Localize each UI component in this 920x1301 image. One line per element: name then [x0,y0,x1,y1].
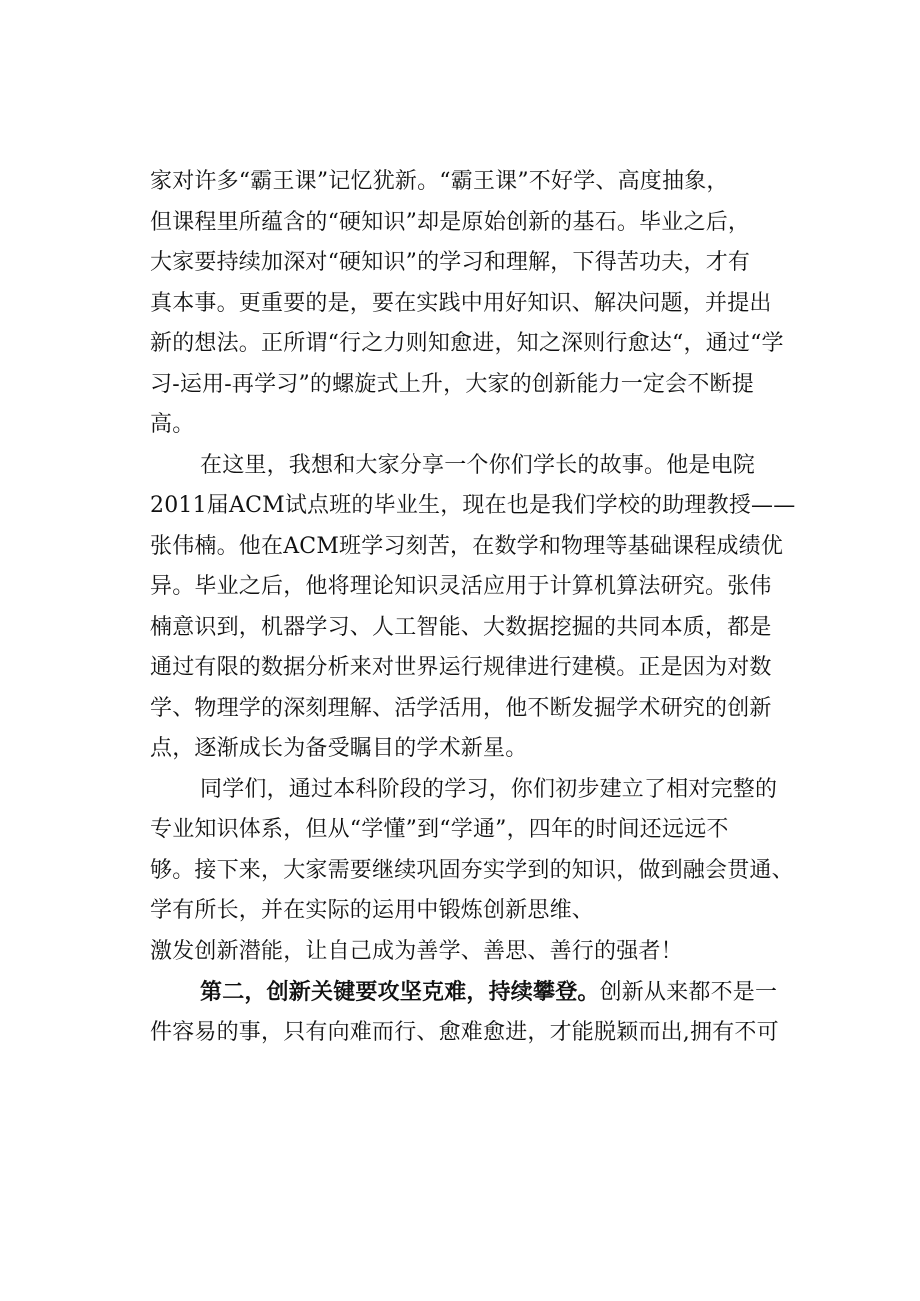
text-line: 激发创新潜能，让自己成为善学、善思、善行的强者！ [150,938,683,964]
paragraph-hard-knowledge [150,162,830,446]
text-line: 专业知识体系，但从“学懂”到“学通”，四年的时间还远远不 [150,817,729,842]
text-line: 学、物理学的深刻理解、活学活用，他不断发掘学术研究的创新 [150,695,772,721]
paragraph-classmates [150,770,830,973]
paragraph-alumni-story [150,446,830,770]
text-line: 真本事。更重要的是，要在实践中用好知识、解决问题，并提出 [150,290,772,316]
text-line: 点，逐渐成长为备受瞩目的学术新星。 [150,736,528,761]
text-line: 高。 [150,412,195,437]
text-line: 楠意识到，机器学习、人工智能、大数据挖掘的共同本质，都是 [150,614,772,640]
text-line: 2011届ACM试点班的毕业生，现在也是我们学校的助理教授—— [150,493,796,518]
paragraph-second-point [150,972,830,1053]
text-line: 通过有限的数据分析来对世界运行规律进行建模。正是因为对数 [150,655,772,680]
section-heading: 第二，创新关键要攻坚克难，持续攀登。 [200,979,600,1005]
text-line: 大家要持续加深对“硬知识”的学习和理解，下得苦功夫，才有 [150,250,751,275]
heading-continuation: 创新从来都不是一 [599,980,778,1005]
text-line: 件容易的事，只有向难而行、愈难愈进，才能脱颖而出,拥有不可 [150,1019,779,1045]
text-line: 新的想法。正所谓“行之力则知愈进，知之深则行愈达“，通过“学 [150,331,784,356]
text-line: 同学们，通过本科阶段的学习，你们初步建立了相对完整的 [200,776,778,802]
text-line: 学有所长，并在实际的运用中锻炼创新思维、 [150,898,595,923]
text-line: 在这里，我想和大家分享一个你们学长的故事。他是电院 [200,452,756,478]
text-line: 家对许多“霸王课”记忆犹新。“霸王课”不好学、高度抽象， [150,169,729,194]
text-line: 够。接下来，大家需要继续巩固夯实学到的知识，做到融会贯通、 [150,857,794,883]
text-line [150,972,830,1013]
document-body [150,162,830,1053]
text-line: 异。毕业之后，他将理论知识灵活应用于计算机算法研究。张伟 [150,574,772,599]
text-line: 张伟楠。他在ACM班学习刻苦，在数学和物理等基础课程成绩优 [150,533,784,559]
text-line: 但课程里所蕴含的“硬知识”却是原始创新的基石。毕业之后， [150,209,751,235]
text-line: 习-运用-再学习”的螺旋式上升，大家的创新能力一定会不断提 [150,371,754,397]
